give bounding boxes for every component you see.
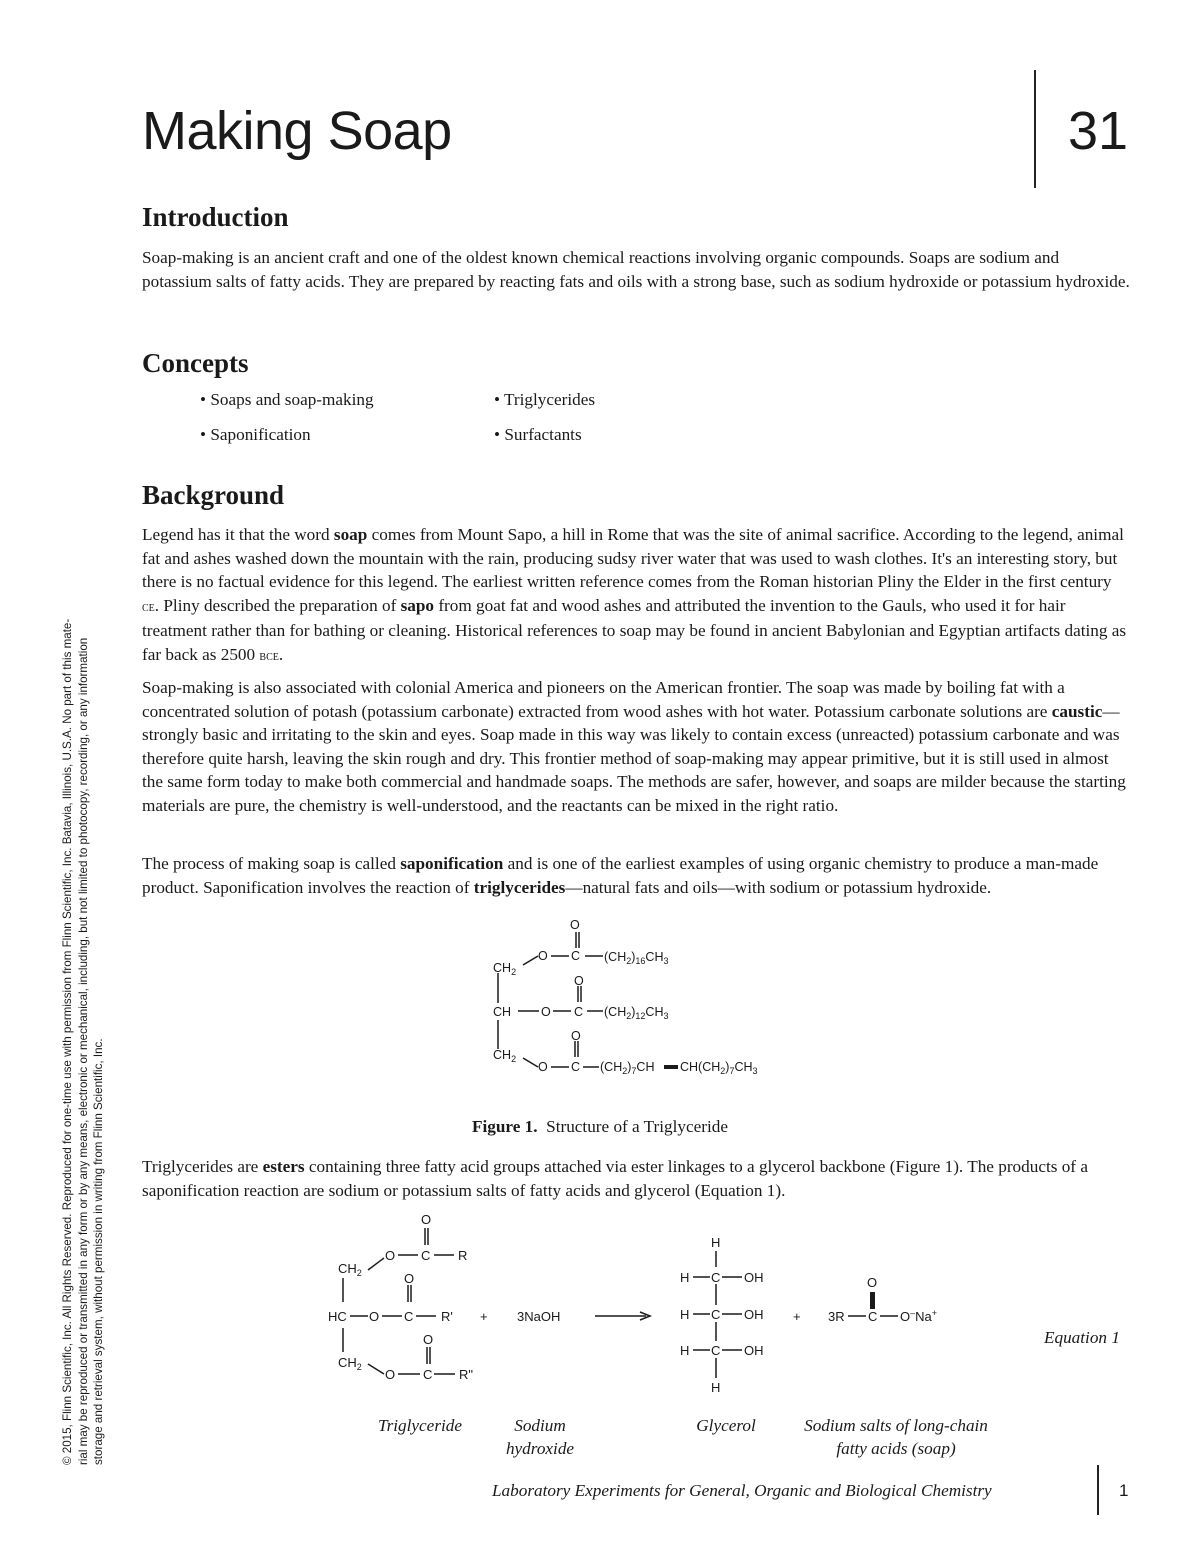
oxygen-atom: O: [385, 1248, 396, 1263]
label-triglyceride: Triglyceride: [377, 1416, 462, 1435]
hydrogen-atom: H: [711, 1380, 721, 1395]
concept-item: • Soaps and soap-making: [200, 390, 374, 409]
ch2-group: $CH_2$: [338, 1355, 362, 1372]
term-saponification: saponification: [400, 854, 504, 873]
concept-label: Soaps and soap-making: [210, 390, 374, 409]
introduction-heading: Introduction: [142, 202, 289, 232]
hc-group: HC: [328, 1309, 347, 1324]
r-prime-group: R': [441, 1309, 453, 1324]
chapter-number: 31: [1068, 101, 1129, 161]
background-heading: Background: [142, 480, 285, 510]
carbon-atom: C: [571, 1060, 581, 1074]
background-paragraph-2: Soap-making is also associated with colonial America and pioneers on the American frontier. The soap was made by boiling fat with a concentrated solution of potash (potassium carbonate) extracted from wood ashes with hot water. Potassium carbonate solutions are caustic—strongly basic and irritating to the skin and eyes. Soap made in this way was likely to contain excess (unreacted) potassium carbonate and was therefore quite harsh, leaving the skin rough and dry. This frontier method of soap-making may appear primitive, but it is still used in almost the same form today to make both commercial and handmade soaps. The methods are safer, however, and soaps are milder because the starting materials are pure, the chemistry is well-understood, and the reactants can be mixed in the right ratio.: [142, 678, 1126, 815]
era-bce: bce: [259, 648, 279, 664]
background-paragraph-1: Legend has it that the word soap comes from Mount Sapo, a hill in Rome that was the site of animal sacrifice. According to the legend, animal fat and ashes washed down the mountain with the rain, producing sudsy river water that was used to wash clothes. It's an interesting story, but there is no factual evidence for this legend. The earliest written reference comes from the Roman historian Pliny the Elder in the first century ce. Pliny described the preparation of sapo from goat fat and wood ashes and attributed the invention to the Gauls, who used it for hair treatment rather than for bathing or cleaning. Historical references to soap may be found in ancient Babylonian and Egyptian artifacts dating as far back as 2500 bce.: [142, 525, 1127, 664]
label-soap-salts: Sodium salts of long-chain fatty acids (soap): [804, 1416, 988, 1458]
concepts-heading: Concepts: [142, 348, 249, 378]
concept-label: Saponification: [210, 425, 311, 444]
fatty-chain-2: $(CH_2)_{12}CH_3$: [604, 1005, 669, 1021]
oxygen-atom: O: [541, 1005, 551, 1019]
term-esters: esters: [262, 1157, 305, 1176]
oxygen-atom: O: [369, 1309, 380, 1324]
era-ce: ce: [142, 599, 155, 615]
plus-sign: +: [793, 1309, 801, 1324]
fatty-chain-3-tail: $CH(CH_2)_7CH_3$: [680, 1060, 758, 1076]
copyright-notice: © 2015, Flinn Scientific, Inc. All Rights Reserved. Reproduced for one-time use with permission from Flinn Scientific, Inc. Batavia, Illinois, U.S.A. No part of this mate- rial may be reproduced or transmitted in any form or by any means, electronic or mechanical, including, but not limited to photocopy, recording, or any information storage and retrieval system, without permission in writing from Flinn Scientific, Inc.: [61, 618, 105, 1465]
carboxylate-sodium: O–Na+: [900, 1308, 938, 1324]
oxygen-atom: O: [574, 974, 584, 988]
figure-caption-text: Structure of a Triglyceride: [546, 1117, 729, 1136]
concept-item: • Triglycerides: [494, 390, 596, 409]
ch2-group: $CH_2$: [493, 1048, 517, 1064]
plus-sign: +: [480, 1309, 488, 1324]
hydroxyl-group: OH: [744, 1343, 764, 1358]
ch2-group: $CH_2$: [338, 1261, 362, 1278]
term-caustic: caustic: [1051, 701, 1103, 721]
background-paragraph-4: Triglycerides are esters containing three fatty acid groups attached via ester linkages to a glycerol backbone (Figure 1). The products of a saponification reaction are sodium or potassium salts of fatty acids and glycerol (Equation 1).: [142, 1157, 1088, 1200]
label-sodium-hydroxide: Sodium hydroxide: [505, 1416, 575, 1458]
label-glycerol: Glycerol: [696, 1416, 756, 1435]
carbon-atom: C: [711, 1343, 721, 1358]
oxygen-atom: O: [385, 1367, 396, 1382]
book-title: Laboratory Experiments for General, Organic and Biological Chemistry: [492, 1481, 992, 1500]
oxygen-atom: O: [423, 1332, 434, 1347]
concept-item: • Surfactants: [494, 425, 582, 444]
hydroxyl-group: OH: [744, 1307, 764, 1322]
r-group-coefficient: 3R: [828, 1309, 845, 1324]
background-paragraph-3: The process of making soap is called saponification and is one of the earliest examples of using organic chemistry to produce a man-made product. Saponification involves the reaction of triglycerides—natural fats and oils—with sodium or potassium hydroxide.: [142, 854, 1099, 897]
oxygen-atom: O: [867, 1275, 878, 1290]
page-title: Making Soap: [142, 101, 452, 161]
equation-label: Equation 1: [1044, 1328, 1120, 1347]
footer-divider: [1097, 1465, 1099, 1515]
hydroxyl-group: OH: [744, 1270, 764, 1285]
hydrogen-atom: H: [680, 1343, 690, 1358]
oxygen-atom: O: [404, 1271, 415, 1286]
concept-label: Surfactants: [504, 425, 582, 444]
carbon-atom: C: [711, 1270, 721, 1285]
oxygen-atom: O: [538, 949, 548, 963]
concept-item: • Saponification: [200, 425, 311, 444]
carbon-atom: C: [423, 1367, 433, 1382]
carbon-atom: C: [404, 1309, 414, 1324]
hydrogen-atom: H: [680, 1270, 690, 1285]
introduction-paragraph: Soap-making is an ancient craft and one of the oldest known chemical reactions involving organic compounds. Soaps are sodium and potassium salts of fatty acids. They are prepared by reacting fats and oils with a strong base, such as sodium hydroxide or potassium hydroxide.: [142, 248, 1130, 291]
term-triglycerides: triglycerides: [473, 877, 566, 897]
ch2-group: $CH_2$: [493, 961, 517, 977]
sodium-hydroxide: 3NaOH: [517, 1309, 561, 1324]
carbon-atom: C: [711, 1307, 721, 1322]
hydrogen-atom: H: [711, 1235, 721, 1250]
term-soap: soap: [333, 525, 368, 544]
oxygen-atom: O: [570, 918, 580, 932]
term-sapo: sapo: [400, 595, 435, 615]
oxygen-atom: O: [538, 1060, 548, 1074]
r-double-prime-group: R": [459, 1367, 474, 1382]
figure-label: Figure 1.: [471, 1117, 538, 1136]
carbon-atom: C: [571, 949, 581, 963]
r-group: R: [458, 1248, 468, 1263]
ch-group: CH: [493, 1005, 512, 1019]
concept-label: Triglycerides: [504, 390, 596, 409]
page-number: 1: [1119, 1481, 1129, 1500]
carbon-atom: C: [574, 1005, 584, 1019]
oxygen-atom: O: [571, 1029, 581, 1043]
carbon-atom: C: [421, 1248, 431, 1263]
oxygen-atom: O: [421, 1212, 432, 1227]
fatty-chain-1: $(CH_2)_{16}CH_3$: [604, 950, 669, 966]
fatty-chain-3: $(CH_2)_7CH$: [600, 1060, 655, 1076]
hydrogen-atom: H: [680, 1307, 690, 1322]
carbon-atom: C: [868, 1309, 878, 1324]
